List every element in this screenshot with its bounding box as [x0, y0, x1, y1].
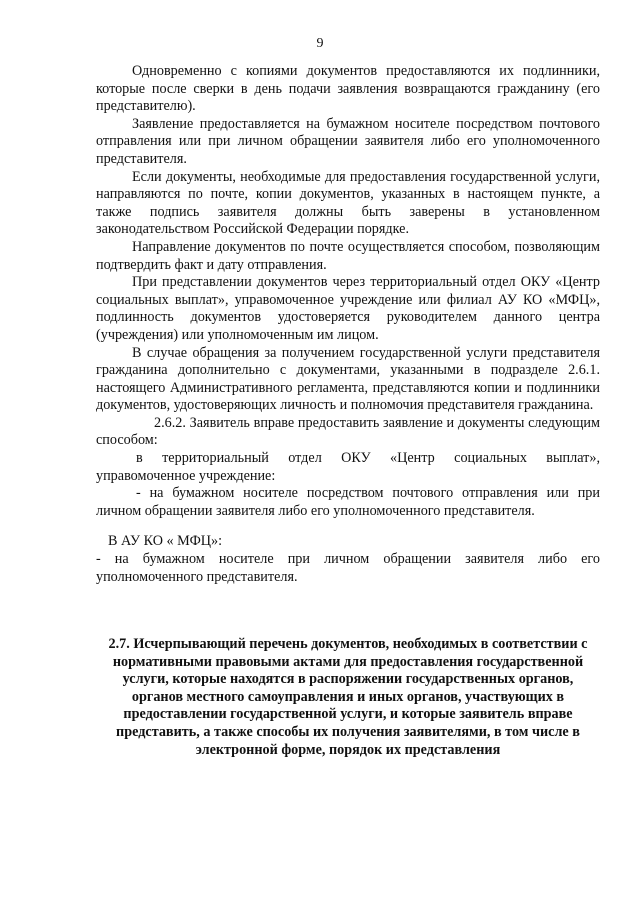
- spacer: [96, 520, 600, 533]
- section-heading: 2.7. Исчерпывающий перечень документов, необходимых в соответствии с нормативными правовыми актами для предоставления государственной услуги, которые находятся в распоряжении государственных органов, органов местного самоуправления и иных органов, участвующих в предоставлении государственной услуги, и которые заявитель вправе представить, а также способы их получения заявителями, в том числе в электронной форме, порядок их представления: [108, 636, 588, 758]
- paragraph: В случае обращения за получением государственной услуги представителя гражданина дополнительно с документами, указанными в подразделе 2.6.1. настоящего Административного регламента, представляются копии и подлинники документов, удостоверяющих личность и полномочия представителя гражданина.: [96, 344, 600, 414]
- paragraph: 2.6.2. Заявитель вправе предоставить заявление и документы следующим способом:: [96, 414, 600, 449]
- paragraph: Заявление предоставляется на бумажном носителе посредством почтового отправления или при личном обращении заявителя либо его уполномоченного представителя.: [96, 115, 600, 167]
- paragraph: Одновременно с копиями документов предоставляются их подлинники, которые после сверки в день подачи заявления возвращаются гражданину (его представителю).: [96, 63, 600, 115]
- page-number: 9: [316, 36, 324, 51]
- paragraph: При представлении документов через территориальный отдел ОКУ «Центр социальных выплат», управомоченное учреждение или филиал АУ КО «МФЦ», подлинность документов удостоверяется руководителем данного центра (учреждения) или уполномоченным им лицом.: [96, 274, 600, 343]
- paragraph: в территориальный отдел ОКУ «Центр социальных выплат», управомоченное учреждение:: [96, 450, 600, 484]
- paragraph: - на бумажном носителе при личном обращении заявителя либо его уполномоченного представителя.: [96, 551, 600, 585]
- body-text: [96, 63, 600, 586]
- paragraph: Направление документов по почте осуществляется способом, позволяющим подтвердить факт и дату отправления.: [96, 238, 600, 273]
- paragraph: Если документы, необходимые для предоставления государственной услуги, направляются по почте, копии документов, указанных в настоящем пункте, а также подпись заявителя должны быть заверены в установленном законодательством Российской Федерации порядке.: [96, 168, 600, 238]
- paragraph: В АУ КО « МФЦ»:: [108, 533, 223, 550]
- paragraph: - на бумажном носителе посредством почтового отправления или при личном обращении заявителя либо его уполномоченного представителя.: [96, 485, 600, 519]
